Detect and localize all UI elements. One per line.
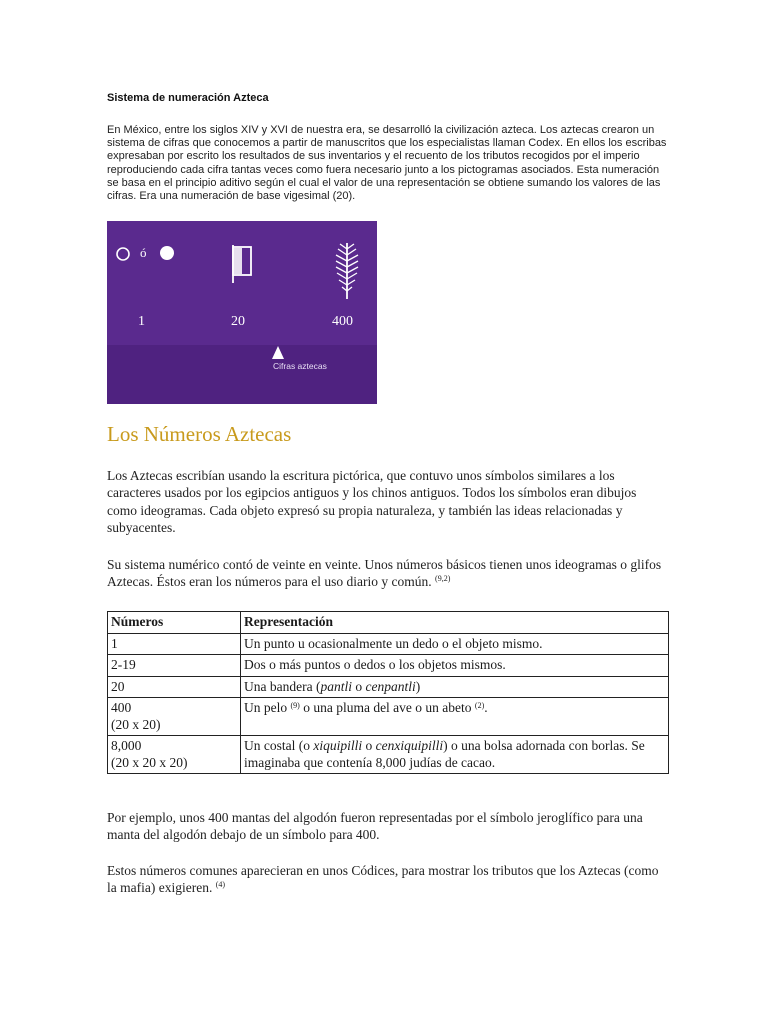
rep-text: o bbox=[351, 678, 366, 694]
rep-italic-term: pantli bbox=[320, 678, 352, 694]
rep-italic-term: cenpantli bbox=[365, 678, 416, 694]
cursor-arrow-icon bbox=[271, 345, 285, 361]
table-cell-representation bbox=[241, 698, 669, 736]
number-expansion: (20 x 20) bbox=[111, 716, 161, 732]
column-header-representacion: Representación bbox=[241, 612, 669, 634]
paragraph-3-text: Por ejemplo, unos 400 mantas del algodón fueron representadas por el símbolo jeroglífico para una manta del algodón debajo de un símbolo para 400. bbox=[107, 810, 643, 843]
paragraph-2 bbox=[107, 556, 667, 591]
rep-text: ) bbox=[415, 678, 421, 694]
paragraph-1 bbox=[107, 467, 667, 537]
table-cell-representation: Dos o más puntos o dedos o los objetos mismos. bbox=[241, 655, 669, 677]
filled-dot-icon bbox=[158, 245, 176, 263]
table-row bbox=[108, 736, 669, 774]
figure-number-20: 20 bbox=[231, 314, 245, 329]
number-value: 8,000 bbox=[111, 738, 142, 753]
figure-caption: Cifras aztecas bbox=[273, 361, 327, 371]
table-cell-number bbox=[108, 736, 241, 774]
feather-icon bbox=[333, 241, 361, 301]
intro-text: En México, entre los siglos XIV y XVI de nuestra era, se desarrolló la civilización azteca. Los aztecas crearon un sistema de cifras que conocemos a partir de manuscritos que los especialistas llaman Codex. En ellos los escribas expresaban por escrito los resultados de sus inventarios y el recuento de los tributos recogidos por el imperio reproduciendo cada cifra tantas veces como fuera necesario junto a los pictogramas asociados. Esta numeración se basa en el principio aditivo según el cual el valor de una representación se obtiene sumando los valores de las cifras. Era una numeración de base vigesimal (20). bbox=[107, 124, 667, 203]
number-value: 400 bbox=[111, 700, 132, 715]
paragraph-3 bbox=[107, 809, 667, 844]
aztec-numbers-table bbox=[107, 611, 669, 774]
page-small-title: Sistema de numeración Azteca bbox=[107, 92, 269, 104]
figure-number-400: 400 bbox=[332, 314, 353, 329]
reference: (2) bbox=[474, 701, 485, 710]
paragraph-1-text: Los Aztecas escribían usando la escritura pictórica, que contuvo unos símbolos similares a los caracteres usados por los egipcios antiguos y los chinos antiguos. Todos los símbolos eran dibujos como ideogramas. Cada objeto expresó su propia naturaleza, y también las ideas relacionadas y subyacentes. bbox=[107, 468, 637, 536]
table-cell-representation bbox=[241, 676, 669, 698]
aztec-numerals-figure bbox=[107, 221, 377, 404]
number-expansion: (20 x 20 x 20) bbox=[111, 754, 188, 770]
table-row bbox=[108, 676, 669, 698]
reference: (9) bbox=[290, 701, 300, 710]
open-dot-icon bbox=[115, 246, 131, 262]
intro-paragraph bbox=[107, 124, 667, 203]
table-cell-representation: Un punto u ocasionalmente un dedo o el objeto mismo. bbox=[241, 633, 669, 655]
paragraph-4-text: Estos números comunes aparecieran en unos Códices, para mostrar los tributos que los Aztecas (como la mafia) exigieren. bbox=[107, 863, 659, 896]
dot-or-text: ó bbox=[140, 245, 147, 260]
table-cell-number: 2-19 bbox=[108, 655, 241, 677]
table-cell-number: 20 bbox=[108, 676, 241, 698]
column-header-numeros: Números bbox=[108, 612, 241, 634]
table-header-row bbox=[108, 612, 669, 634]
rep-text: . bbox=[484, 700, 488, 715]
rep-text: Una bandera ( bbox=[244, 678, 321, 694]
table-cell-number: 1 bbox=[108, 633, 241, 655]
rep-text: Un costal (o bbox=[244, 738, 314, 753]
rep-text: Un pelo bbox=[244, 700, 291, 715]
figure-number-1: 1 bbox=[138, 314, 145, 329]
table-row bbox=[108, 655, 669, 677]
rep-italic-term: cenxiquipilli bbox=[375, 738, 444, 753]
rep-italic-term: xiquipilli bbox=[313, 738, 363, 753]
figure-caption-band bbox=[107, 345, 377, 404]
rep-text: o una pluma del ave o un abeto bbox=[299, 700, 475, 715]
paragraph-2-reference: (9,2) bbox=[435, 574, 451, 584]
rep-text: o bbox=[362, 738, 376, 753]
section-heading: Los Números Aztecas bbox=[107, 422, 292, 446]
paragraph-4-reference: (4) bbox=[215, 880, 226, 890]
table-cell-number bbox=[108, 698, 241, 736]
paragraph-4 bbox=[107, 862, 667, 897]
rep-text: ) o una bolsa adornada con borlas. Se imaginaba que contenía 8,000 judías de cacao. bbox=[244, 738, 645, 770]
table-cell-representation bbox=[241, 736, 669, 774]
paragraph-2-text: Su sistema numérico contó de veinte en veinte. Unos números básicos tienen unos ideogramas o glifos Aztecas. Éstos eran los números para el uso diario y común. bbox=[107, 557, 662, 590]
table-row bbox=[108, 633, 669, 655]
table-row bbox=[108, 698, 669, 736]
flag-icon bbox=[229, 243, 255, 285]
